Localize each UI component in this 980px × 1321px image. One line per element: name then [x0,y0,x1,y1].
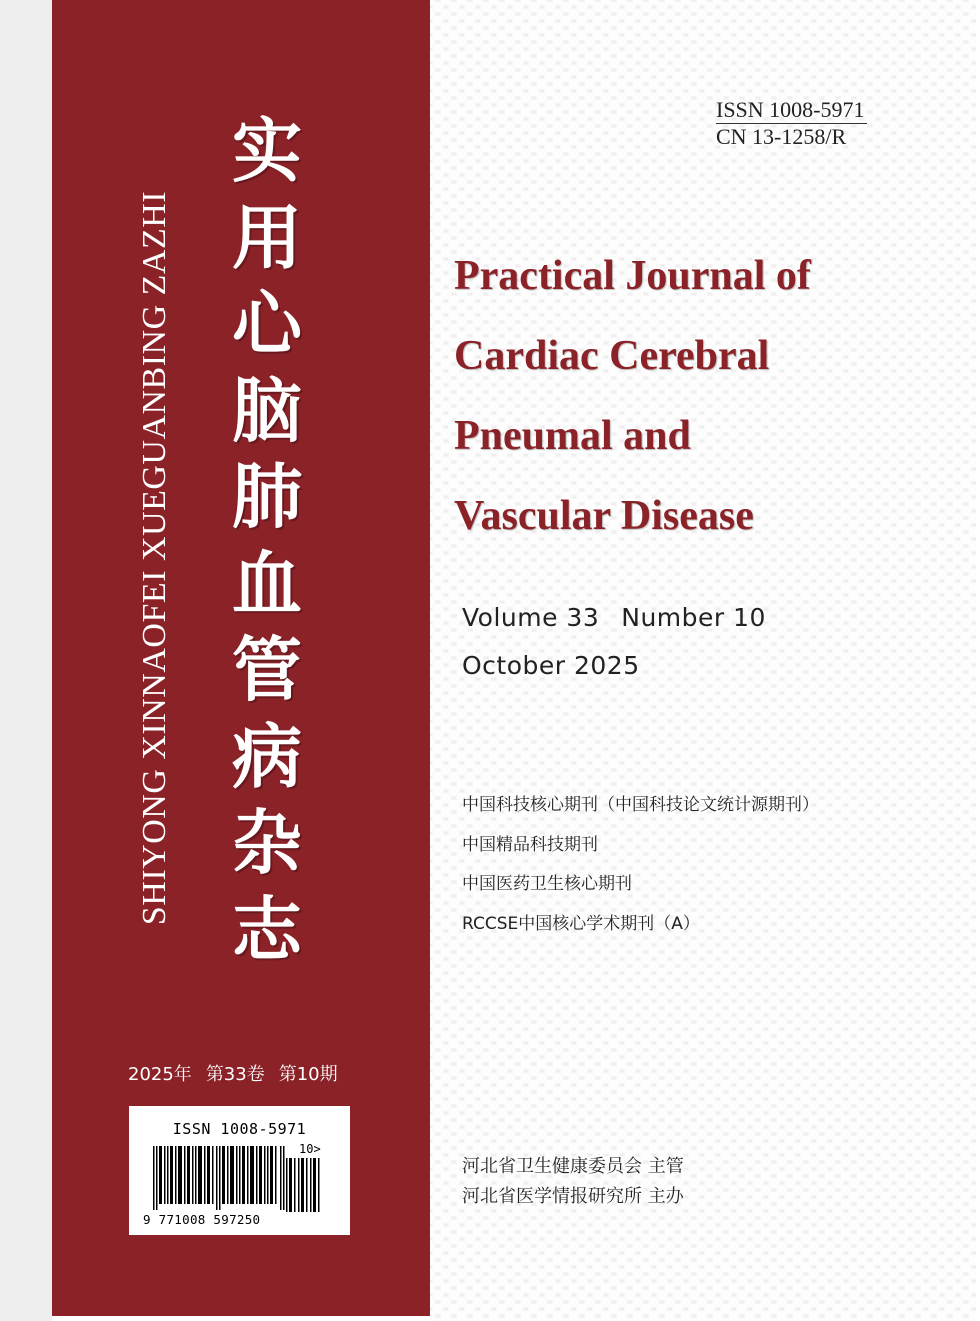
indexing-item: 中国医药卫生核心期刊 [462,874,632,894]
pinyin-title-text: SHIYONG XINNAOFEI XUEGUANBING ZAZHI [136,190,173,926]
sponsor-line: 河北省医学情报研究所 主办 [462,1186,684,1207]
indexing-item: 中国精品科技期刊 [462,834,598,855]
english-title [454,236,924,556]
barcode-addon-bars [286,1158,322,1212]
number-label: Number 10 [621,603,766,632]
chinese-title [222,108,312,973]
title-char: 用 [232,195,302,279]
publisher-info [462,1152,862,1212]
title-char: 脑 [232,368,302,452]
title-char: 管 [232,628,302,711]
barcode-issn: ISSN 1008-5971 [172,1120,307,1138]
barcode-box [129,1106,350,1235]
issue-year: 2025年 [128,1064,192,1085]
indexing-item: RCCSE中国核心学术期刊（A） [462,913,700,934]
barcode-digits: 9 771008 597250 [143,1212,261,1227]
title-char: 实 [232,109,302,192]
barcode-addon-number: 10> [299,1142,321,1156]
indexing-list [462,786,942,944]
english-title-line: Cardiac Cerebral [454,333,770,379]
cn-number-text: CN 13-1258/R [716,124,847,149]
title-char: 血 [232,541,302,625]
title-char: 病 [232,714,302,798]
issue-number: 第10期 [278,1064,338,1085]
indexing-item: 中国科技核心期刊（中国科技论文统计源期刊） [462,795,819,815]
title-char: 志 [232,887,302,971]
title-char: 杂 [232,801,302,884]
right-edge [976,0,980,1321]
pinyin-title [135,118,175,998]
volume-info-english [462,594,862,690]
english-title-line: Pneumal and [454,413,691,459]
supervisor-line: 河北省卫生健康委员会 主管 [462,1156,684,1177]
date-label: October 2025 [462,651,640,680]
left-margin [0,0,52,1321]
english-title-line: Practical Journal of [454,253,811,299]
issn-text: ISSN 1008-5971 [716,97,865,122]
volume-label: Volume 33 [462,603,600,632]
english-title-line: Vascular Disease [454,493,754,539]
issn-block [716,97,896,150]
title-char: 心 [232,282,302,365]
title-char: 肺 [232,455,302,538]
issue-info-chinese [128,1060,368,1086]
issue-volume: 第33卷 [205,1064,265,1085]
barcode-bars [153,1146,285,1210]
